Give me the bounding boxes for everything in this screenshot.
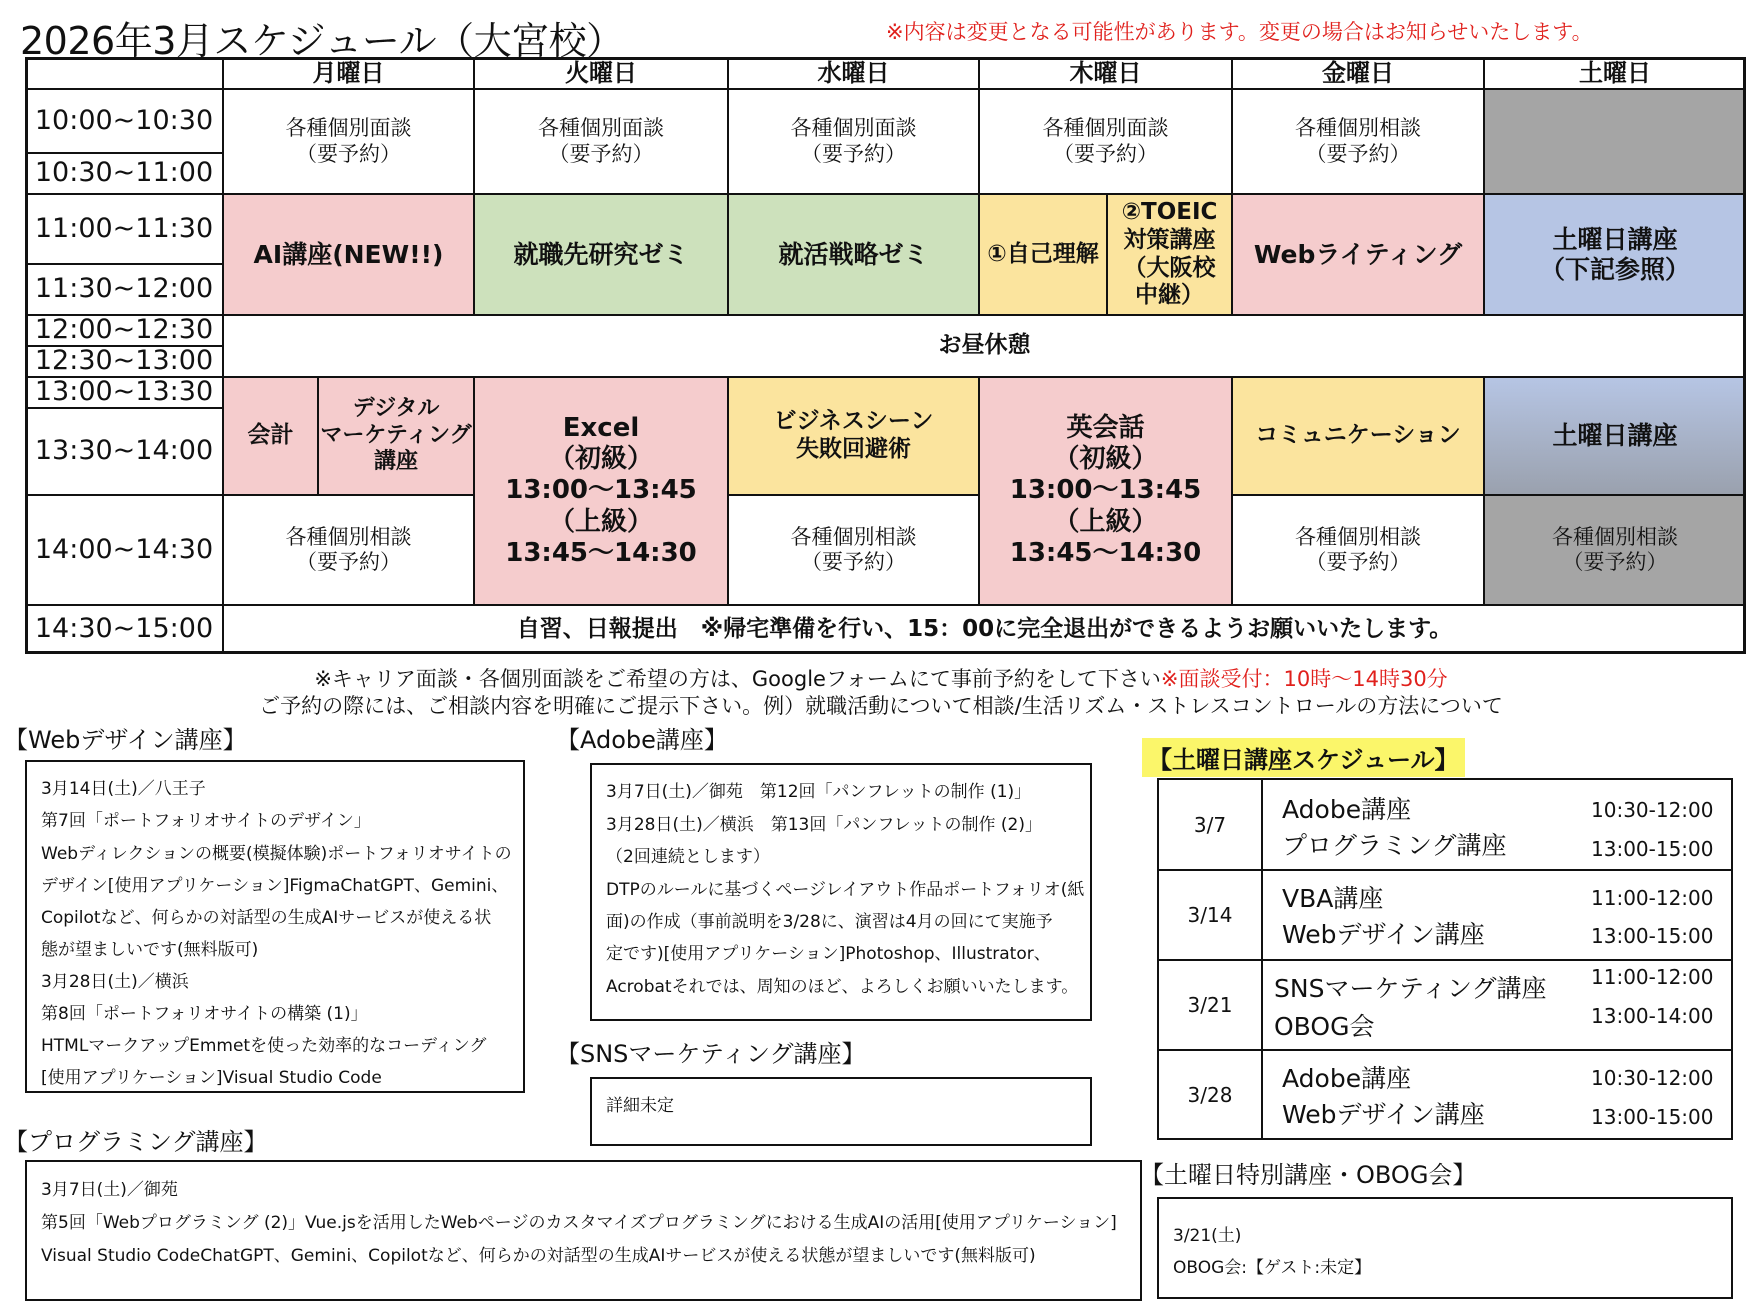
web-line: 3月14日(土)／八王子 [41, 779, 206, 799]
slot-tue-research-seminar: 就職先研究ゼミ [474, 194, 728, 315]
sns-box [590, 1077, 1092, 1146]
slot-wed-consult: 各種個別相談 （要予約） [728, 495, 979, 605]
slot-mon-digital-marketing: デジタル マーケティング 講座 [318, 377, 474, 495]
reservation-hours: ※面談受付：10時～14時30分 [1160, 667, 1448, 691]
web-line: 第8回「ポートフォリオサイトの構築 (1)」 [41, 1004, 368, 1024]
adobe-heading: 【Adobe講座】 [556, 726, 728, 754]
time-slot: 11:00~11:30 [25, 194, 223, 264]
saturday-course: OBOG会 [1274, 1012, 1375, 1041]
slot-mon-ai-course: AI講座(NEW!!) [223, 194, 474, 315]
slot-tue-excel: Excel （初級） 13:00～13:45 （上級） 13:45～14:30 [474, 377, 728, 605]
slot-wed-strategy-seminar: 就活戦略ゼミ [728, 194, 979, 315]
saturday-course: Adobe講座 [1282, 795, 1412, 824]
time-slot: 13:30~14:00 [25, 408, 223, 495]
web-design-heading: 【Webデザイン講座】 [4, 726, 247, 754]
adobe-line: （2回連続とします） [606, 847, 770, 867]
reservation-note [0, 663, 1762, 693]
special-line: 3/21(土) [1173, 1226, 1242, 1246]
slot-mon-individual: 各種個別面談 （要予約） [223, 89, 474, 194]
saturday-time: 10:30-12:00 [1591, 1066, 1714, 1090]
slot-fri-communication: コミュニケーション [1232, 377, 1484, 495]
saturday-schedule-table [1157, 778, 1733, 1140]
saturday-course: Webデザイン講座 [1282, 1100, 1485, 1129]
web-line: 3月28日(土)／横浜 [41, 972, 189, 992]
special-line: OBOG会:【ゲスト:未定】 [1173, 1258, 1372, 1278]
programming-line: 3月7日(土)／御苑 [41, 1180, 178, 1200]
programming-box [25, 1160, 1142, 1301]
time-slot: 14:30~15:00 [25, 605, 223, 654]
saturday-date: 3/7 [1159, 780, 1263, 869]
time-slot: 10:00~10:30 [25, 89, 223, 153]
header-wednesday: 水曜日 [728, 57, 979, 89]
header-friday: 金曜日 [1232, 57, 1484, 89]
web-line: 第7回「ポートフォリオサイトのデザイン」 [41, 811, 371, 831]
saturday-time: 11:00-12:00 [1591, 965, 1714, 989]
adobe-line: 3月7日(土)／御苑 第12回「パンフレットの制作 (1)」 [606, 782, 1032, 802]
adobe-line: Acrobatそれでは、周知のほど、よろしくお願いいたします。 [606, 977, 1079, 997]
saturday-course: Adobe講座 [1282, 1064, 1412, 1093]
saturday-date: 3/28 [1159, 1051, 1263, 1138]
lunch-break: お昼休憩 [223, 315, 1746, 377]
sns-line: 詳細未定 [606, 1096, 674, 1116]
special-box [1157, 1197, 1733, 1299]
header-corner [25, 57, 223, 89]
web-line: デザイン[使用アプリケーション]FigmaChatGPT、Gemini、 [41, 876, 509, 896]
programming-line: 第5回「Webプログラミング (2)」Vue.jsを活用したWebページのカスタマイズプログラミングにおける生成AIの活用[使用アプリケーション] [41, 1213, 1117, 1233]
slot-mon-accounting: 会計 [223, 377, 318, 495]
header-tuesday: 火曜日 [474, 57, 728, 89]
saturday-time: 10:30-12:00 [1591, 798, 1714, 822]
page-title: 2026年3月スケジュール（大宮校） [20, 19, 624, 63]
saturday-date: 3/21 [1159, 961, 1263, 1049]
adobe-box [590, 763, 1092, 1021]
programming-heading: 【プログラミング講座】 [4, 1128, 268, 1156]
saturday-time: 13:00-15:00 [1591, 837, 1714, 861]
slot-wed-business-scene: ビジネスシーン 失敗回避術 [728, 377, 979, 495]
time-slot: 14:00~14:30 [25, 495, 223, 605]
web-design-box [25, 760, 525, 1093]
adobe-line: 面)の作成（事前説明を3/28に、演習は4月の回にて実施予 [606, 912, 1053, 932]
saturday-row [1159, 961, 1731, 1051]
saturday-time: 13:00-15:00 [1591, 924, 1714, 948]
time-slot: 13:00~13:30 [25, 377, 223, 408]
slot-thu-self-understanding: ①自己理解 [979, 194, 1107, 315]
slot-thu-individual: 各種個別面談 （要予約） [979, 89, 1232, 194]
slot-sat-consult: 各種個別相談 （要予約） [1484, 495, 1746, 605]
adobe-line: DTPのルールに基づくページレイアウト作品ポートフォリオ(紙 [606, 880, 1085, 900]
saturday-time: 13:00-15:00 [1591, 1105, 1714, 1129]
saturday-date: 3/14 [1159, 871, 1263, 959]
slot-sat-course-pm: 土曜日講座 [1484, 377, 1746, 495]
change-notice: ※内容は変更となる可能性があります。変更の場合はお知らせいたします。 [886, 20, 1593, 44]
slot-sat-closed [1484, 89, 1746, 194]
web-line: Copilotなど、何らかの対話型の生成AIサービスが使える状 [41, 908, 492, 928]
saturday-course: プログラミング講座 [1282, 831, 1507, 860]
saturday-row [1159, 871, 1731, 961]
special-heading: 【土曜日特別講座・OBOG会】 [1140, 1161, 1477, 1189]
slot-sat-course: 土曜日講座 （下記参照） [1484, 194, 1746, 315]
web-line: [使用アプリケーション]Visual Studio Code [41, 1068, 382, 1088]
slot-wed-individual: 各種個別面談 （要予約） [728, 89, 979, 194]
slot-mon-consult: 各種個別相談 （要予約） [223, 495, 474, 605]
saturday-schedule-heading: 【土曜日講座スケジュール】 [1142, 738, 1465, 777]
saturday-row [1159, 780, 1731, 871]
slot-fri-web-writing: Webライティング [1232, 194, 1484, 315]
slot-thu-toeic: ②TOEIC 対策講座 （大阪校 中継） [1107, 194, 1232, 315]
time-slot: 10:30~11:00 [25, 153, 223, 194]
saturday-time: 13:00-14:00 [1591, 1004, 1714, 1028]
saturday-time: 11:00-12:00 [1591, 886, 1714, 910]
time-slot: 12:00~12:30 [25, 315, 223, 346]
slot-fri-individual: 各種個別相談 （要予約） [1232, 89, 1484, 194]
adobe-line: 3月28日(土)／横浜 第13回「パンフレットの制作 (2)」 [606, 815, 1042, 835]
time-slot: 12:30~13:00 [25, 346, 223, 377]
header-thursday: 木曜日 [979, 57, 1232, 89]
reservation-note-text: ※キャリア面談・各個別面談をご希望の方は、Googleフォームにて事前予約をして下さい [314, 667, 1161, 691]
end-of-day: 自習、日報提出 ※帰宅準備を行い、15：00に完全退出ができるようお願いいたします。 [223, 605, 1746, 654]
slot-thu-english: 英会話 （初級） 13:00～13:45 （上級） 13:45～14:30 [979, 377, 1232, 605]
header-saturday: 土曜日 [1484, 57, 1746, 89]
web-line: Webディレクションの概要(模擬体験)ポートフォリオサイトの [41, 844, 512, 864]
slot-fri-consult: 各種個別相談 （要予約） [1232, 495, 1484, 605]
header-monday: 月曜日 [223, 57, 474, 89]
saturday-course: VBA講座 [1282, 884, 1384, 913]
time-slot: 11:30~12:00 [25, 264, 223, 315]
saturday-course: Webデザイン講座 [1282, 920, 1485, 949]
programming-line: Visual Studio CodeChatGPT、Gemini、Copilotなど、何らかの対話型の生成AIサービスが使える状態が望ましいです(無料版可) [41, 1246, 1036, 1266]
sns-heading: 【SNSマーケティング講座】 [556, 1040, 866, 1068]
consultation-note: ご予約の際には、ご相談内容を明確にご提示下さい。例）就職活動について相談/生活リズム・ストレスコントロールの方法について [259, 694, 1503, 718]
saturday-row [1159, 1051, 1731, 1138]
adobe-line: 定です)[使用アプリケーション]Photoshop、Illustrator、 [606, 944, 1051, 964]
slot-tue-individual: 各種個別面談 （要予約） [474, 89, 728, 194]
web-line: HTMLマークアップEmmetを使った効率的なコーディング [41, 1036, 487, 1056]
web-line: 態が望ましいです(無料版可) [41, 940, 259, 960]
saturday-course: SNSマーケティング講座 [1274, 974, 1547, 1003]
timetable [25, 57, 1746, 654]
